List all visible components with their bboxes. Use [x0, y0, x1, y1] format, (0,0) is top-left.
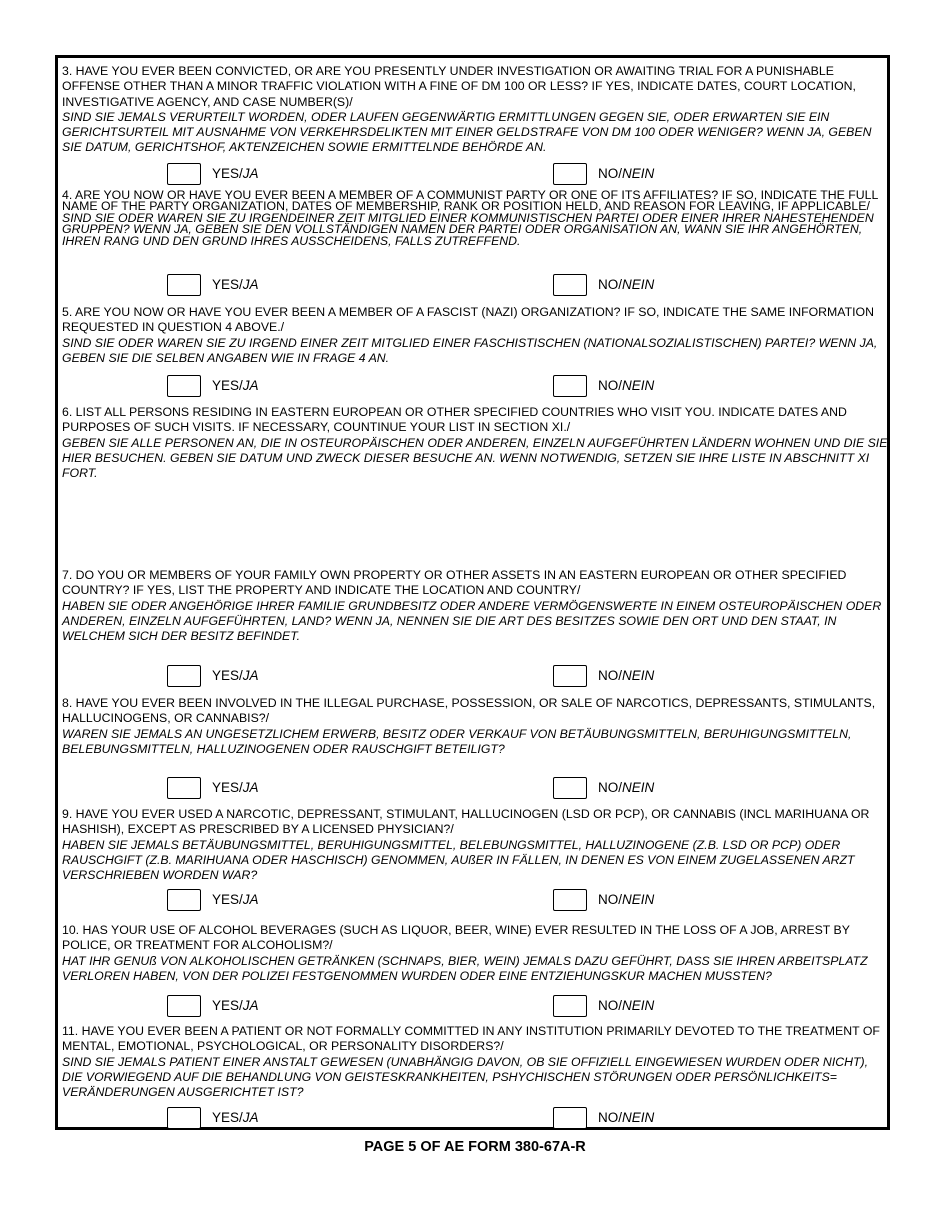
q7-no-label: NO/NEIN — [598, 668, 655, 683]
q4-yes-checkbox[interactable] — [167, 274, 201, 296]
question-8-english: 8. HAVE YOU EVER BEEN INVOLVED IN THE ILLEGAL PURCHASE, POSSESSION, OR SALE OF NARCOTICS, DEPRESSANTS, STIMULANTS, HALLUCINOGENS, OR CANNABIS?/ — [62, 696, 876, 726]
question-4 — [62, 190, 890, 247]
q3-no-label: NO/NEIN — [598, 166, 655, 181]
question-3-english: 3. HAVE YOU EVER BEEN CONVICTED, OR ARE YOU PRESENTLY UNDER INVESTIGATION OR AWAITING TRIAL FOR A PUNISHABLE OFFENSE OTHER THAN A MINOR TRAFFIC VIOLATION WITH A FINE OF DM 100 OR LESS? IF YES, INDICATE DATES, COURT LOCATION, INVESTIGATIVE AGENCY, AND CASE NUMBER(S)/ — [62, 64, 856, 109]
q10-no-checkbox[interactable] — [553, 995, 587, 1017]
q11-no-checkbox[interactable] — [553, 1107, 587, 1129]
q3-yes-checkbox[interactable] — [167, 163, 201, 185]
question-6-german: GEBEN SIE ALLE PERSONEN AN, DIE IN OSTEUROPÄISCHEN ODER ANDEREN, EINZELN AUFGEFÜHRTEN LÄNDERN WOHNEN UND DIE SIE HIER BESUCHEN. GEBEN SIE DATUM UND ZWECK DIESER BESUCHE AN. WENN NOTWENDIG, SETZEN SIE IHRE LISTE IN ABSCHNITT XI FORT. — [62, 435, 888, 481]
q5-yes-label: YES/JA — [212, 378, 259, 393]
q11-no-label: NO/NEIN — [598, 1110, 655, 1125]
q8-yes-checkbox[interactable] — [167, 777, 201, 799]
q8-no-label: NO/NEIN — [598, 780, 655, 795]
question-9-german: HABEN SIE JEMALS BETÄUBUNGSMITTEL, BERUHIGUNGSMITTEL, BELEBUNGSMITTEL, HALLUZINOGENE (Z.B. LSD OR PCP) ODER RAUSCHGIFT (Z.B. MARIHUANA ODER HASCHISCH) GENOMMEN, AUßER IN FÄLLEN, IN DENEN ES VON EINEM ZUGELASSENEN ARZT VERSCHRIEBEN WORDEN WAR? — [62, 837, 855, 883]
q7-yes-checkbox[interactable] — [167, 665, 201, 687]
q4-no-label: NO/NEIN — [598, 277, 655, 292]
q9-no-label: NO/NEIN — [598, 892, 655, 907]
q8-yes-label: YES/JA — [212, 780, 259, 795]
page-footer: PAGE 5 OF AE FORM 380-67A-R — [364, 1139, 586, 1155]
q3-no-checkbox[interactable] — [553, 163, 587, 185]
question-5 — [62, 305, 890, 366]
q5-yes-checkbox[interactable] — [167, 375, 201, 397]
question-8-german: WAREN SIE JEMALS AN UNGESETZLICHEM ERWERB, BESITZ ODER VERKAUF VON BETÄUBUNGSMITTELN, BERUHIGUNGSMITTELN, BELEBUNGSMITTELN, HALLUZINOGENEN ODER RAUSCHGIFT BETEILIGT? — [62, 726, 852, 756]
question-7-english: 7. DO YOU OR MEMBERS OF YOUR FAMILY OWN PROPERTY OR OTHER ASSETS IN AN EASTERN EUROPEAN OR OTHER SPECIFIED COUNTRY? IF YES, LIST THE PROPERTY AND INDICATE THE LOCATION AND COUNTRY/ — [62, 568, 847, 598]
q9-no-checkbox[interactable] — [553, 889, 587, 911]
q10-yes-checkbox[interactable] — [167, 995, 201, 1017]
question-3 — [62, 64, 890, 156]
q7-yes-label: YES/JA — [212, 668, 259, 683]
q4-no-checkbox[interactable] — [553, 274, 587, 296]
question-6-english: 6. LIST ALL PERSONS RESIDING IN EASTERN EUROPEAN OR OTHER SPECIFIED COUNTRIES WHO VISIT YOU. INDICATE DATES AND PURPOSES OF SUCH VISITS. IF NECESSARY, COUNTINUE YOUR LIST IN SECTION XI./ — [62, 405, 847, 435]
question-7 — [62, 568, 890, 644]
q5-no-label: NO/NEIN — [598, 378, 655, 393]
question-11-german: SIND SIE JEMALS PATIENT EINER ANSTALT GEWESEN (UNABHÄNGIG DAVON, OB SIE OFFIZIELL EINGEWIESEN WURDEN ODER NICHT), DIE VORWIEGEND AUF DIE BEHANDLUNG VON GEISTESKRANKHEITEN, PSHYCHISCHEN STÖRUNGEN ODER PERSÖNLICHKEITS= VERÄNDERUNGEN AUSGERICHTET IST? — [62, 1054, 869, 1100]
question-5-english: 5. ARE YOU NOW OR HAVE YOU EVER BEEN A MEMBER OF A FASCIST (NAZI) ORGANIZATION? IF SO, INDICATE THE SAME INFORMATION REQUESTED IN QUESTION 4 ABOVE./ — [62, 305, 874, 335]
question-9-english: 9. HAVE YOU EVER USED A NARCOTIC, DEPRESSANT, STIMULANT, HALLUCINOGEN (LSD OR PCP), OR CANNABIS (INCL MARIHUANA OR HASHISH), EXCEPT AS PRESCRIBED BY A LICENSED PHYSICIAN?/ — [62, 807, 870, 837]
q4-yes-label: YES/JA — [212, 277, 259, 292]
q10-no-label: NO/NEIN — [598, 998, 655, 1013]
question-3-german: SIND SIE JEMALS VERURTEILT WORDEN, ODER LAUFEN GEGENWÄRTIG ERMITTLUNGEN GEGEN SIE, ODER ERWARTEN SIE EIN GERICHTSURTEIL MIT AUSNAHME VON VERKEHRSDELIKTEN MIT EINER GELDSTRAFE VON DM 100 ODER WENIGER? WENN JA, GEBEN SIE DATUM, GERICHTSHOF, AKTENZEICHEN SOWIE ERMITTELNDE BEHÖRDE AN. — [62, 109, 872, 155]
question-6 — [62, 405, 890, 481]
q7-no-checkbox[interactable] — [553, 665, 587, 687]
q11-yes-label: YES/JA — [212, 1110, 259, 1125]
question-10-german: HAT IHR GENUß VON ALKOHOLISCHEN GETRÄNKEN (SCHNAPS, BIER, WEIN) JEMALS DAZU GEFÜHRT, DASS SIE IHREN ARBEITSPLATZ VERLOREN HABEN, VON DER POLIZEI FESTGENOMMEN WURDEN ODER EINE ENTZIEHUNGSKUR MACHEN MUSSTEN? — [62, 953, 868, 983]
question-4-german: SIND SIE ODER WAREN SIE ZU IRGENDEINER ZEIT MITGLIED EINER KOMMUNISTISCHEN PARTEI ODER EINER IHRER NAHESTEHENDEN GRUPPEN? WENN JA, GEBEN SIE DEN VOLLSTÄNDIGEN NAMEN DER PARTEI ODER ORGANISATION AN, WANN SIE IHR ANGEHÖRTEN, IHREN RANG UND DEN GRUND IHRES AUSSCHEIDENS, FALLS ZUTREFFEND. — [62, 210, 874, 248]
question-5-german: SIND SIE ODER WAREN SIE ZU IRGEND EINER ZEIT MITGLIED EINER FASCHISTISCHEN (NATIONALSOZIALISTISCHEN) PARTEI? WENN JA, GEBEN SIE DIE SELBEN ANGABEN WIE IN FRAGE 4 AN. — [62, 335, 878, 365]
question-10 — [62, 923, 890, 984]
q3-yes-label: YES/JA — [212, 166, 259, 181]
question-8 — [62, 696, 890, 757]
question-11-english: 11. HAVE YOU EVER BEEN A PATIENT OR NOT FORMALLY COMMITTED IN ANY INSTITUTION PRIMARILY DEVOTED TO THE TREATMENT OF MENTAL, EMOTIONAL, PSYCHOLOGICAL, OR PERSONALITY DISORDERS?/ — [62, 1024, 880, 1054]
question-4-english: 4. ARE YOU NOW OR HAVE YOU EVER BEEN A MEMBER OF A COMMUNIST PARTY OR ONE OF ITS AFFILIATES? IF SO, INDICATE THE FULL NAME OF THE PARTY ORGANIZATION, DATES OF MEMBERSHIP, RANK OR POSITION HELD, AND REASON FOR LEAVING, IF APPLICABLE/ — [62, 188, 878, 214]
question-11 — [62, 1024, 890, 1100]
question-9 — [62, 807, 890, 883]
q5-no-checkbox[interactable] — [553, 375, 587, 397]
q8-no-checkbox[interactable] — [553, 777, 587, 799]
question-10-english: 10. HAS YOUR USE OF ALCOHOL BEVERAGES (SUCH AS LIQUOR, BEER, WINE) EVER RESULTED IN THE LOSS OF A JOB, ARREST BY POLICE, OR TREATMENT FOR ALCOHOLISM?/ — [62, 923, 850, 953]
q11-yes-checkbox[interactable] — [167, 1107, 201, 1129]
q9-yes-label: YES/JA — [212, 892, 259, 907]
q10-yes-label: YES/JA — [212, 998, 259, 1013]
q9-yes-checkbox[interactable] — [167, 889, 201, 911]
question-7-german: HABEN SIE ODER ANGEHÖRIGE IHRER FAMILIE GRUNDBESITZ ODER ANDERE VERMÖGENSWERTE IN EINEM OSTEUROPÄISCHEN ODER ANDEREN, EINZELN AUFGEFÜHRTEN, LAND? WENN JA, NENNEN SIE DIE ART DES BESITZES SOWIE DEN ORT UND DEN STAAT, IN WELCHEM SICH DER BESITZ BEFINDET. — [62, 598, 882, 644]
